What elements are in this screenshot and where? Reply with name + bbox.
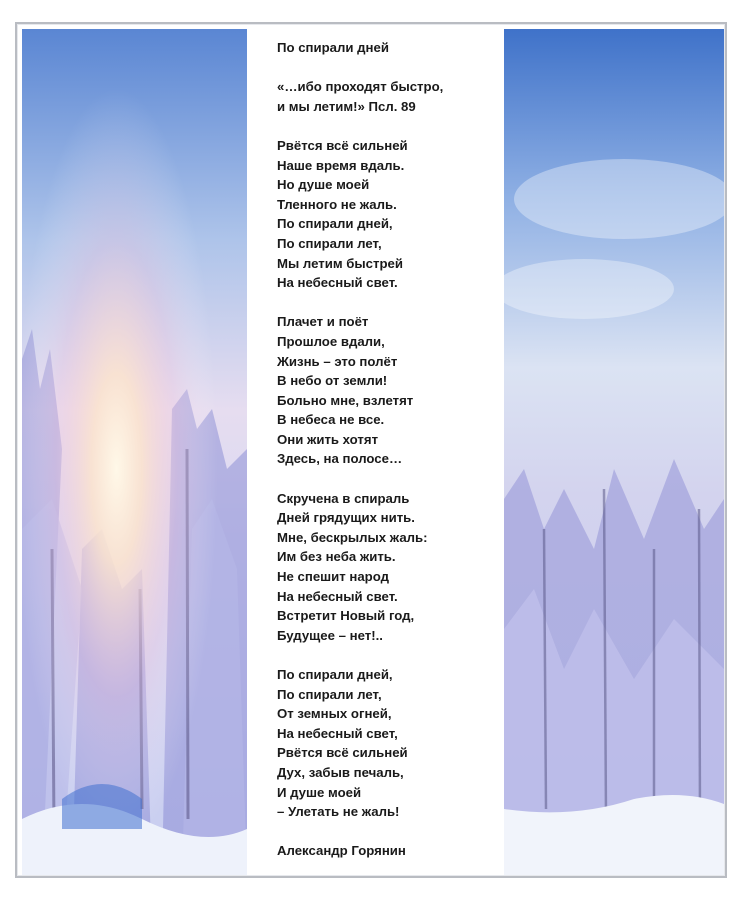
poem-title: По спирали дней: [277, 40, 389, 55]
verse-line: Дух, забыв печаль,: [277, 764, 404, 780]
verse-line: В небо от земли!: [277, 373, 388, 389]
verse-line: На небесный свет,: [277, 725, 398, 741]
verse-line: Мне, бескрылых жаль:: [277, 529, 428, 545]
verse-line: Скручена в спираль: [277, 490, 410, 506]
verse-line: По спирали лет,: [277, 686, 382, 702]
verse-line: Прошлое вдали,: [277, 333, 385, 349]
verse-line: Жизнь – это полёт: [277, 353, 398, 369]
verse-line: На небесный свет.: [277, 275, 398, 291]
verse-line: Рвётся всё сильней: [277, 745, 408, 761]
verse-line: Наше время вдаль.: [277, 157, 405, 173]
stanza-2: [277, 312, 497, 469]
epigraph-line: и мы летим!» Псл. 89: [277, 98, 416, 114]
left-winter-photo: [22, 29, 247, 875]
verse-line: Тленного не жаль.: [277, 196, 397, 212]
verse-line: По спирали дней,: [277, 667, 393, 682]
verse-line: От земных огней,: [277, 706, 392, 722]
verse-line: Не спешит народ: [277, 569, 389, 585]
stanza-1: [277, 136, 497, 293]
page-frame: [15, 22, 727, 878]
verse-line: Мы летим быстрей: [277, 255, 403, 271]
verse-line: Они жить хотят: [277, 431, 379, 447]
verse-line: Больно мне, взлетят: [277, 392, 414, 408]
verse-line: Дней грядущих нить.: [277, 510, 415, 526]
epigraph-line: «…ибо проходят быстро,: [277, 79, 444, 95]
verse-line: По спирали дней,: [277, 216, 393, 232]
verse-line: Плачет и поёт: [277, 314, 369, 330]
verse-line: Встретит Новый год,: [277, 608, 415, 624]
stanza-3: [277, 489, 497, 646]
right-winter-photo: [504, 29, 724, 875]
verse-line: И душе моей: [277, 784, 362, 800]
stanza-4: [277, 665, 497, 822]
verse-line: – Улетать не жаль!: [277, 804, 400, 820]
verse-line: Им без неба жить.: [277, 549, 396, 565]
verse-line: В небеса не все.: [277, 412, 385, 428]
verse-line: Будущее – нет!..: [277, 627, 383, 643]
verse-line: По спирали лет,: [277, 235, 382, 251]
verse-line: Рвётся всё сильней: [277, 137, 408, 153]
epigraph: [277, 77, 497, 116]
poem-column: [277, 38, 497, 861]
verse-line: Но душе моей: [277, 177, 370, 193]
poem-author: Александр Горянин: [277, 843, 406, 859]
verse-line: На небесный свет.: [277, 588, 398, 604]
verse-line: Здесь, на полосе…: [277, 451, 403, 467]
